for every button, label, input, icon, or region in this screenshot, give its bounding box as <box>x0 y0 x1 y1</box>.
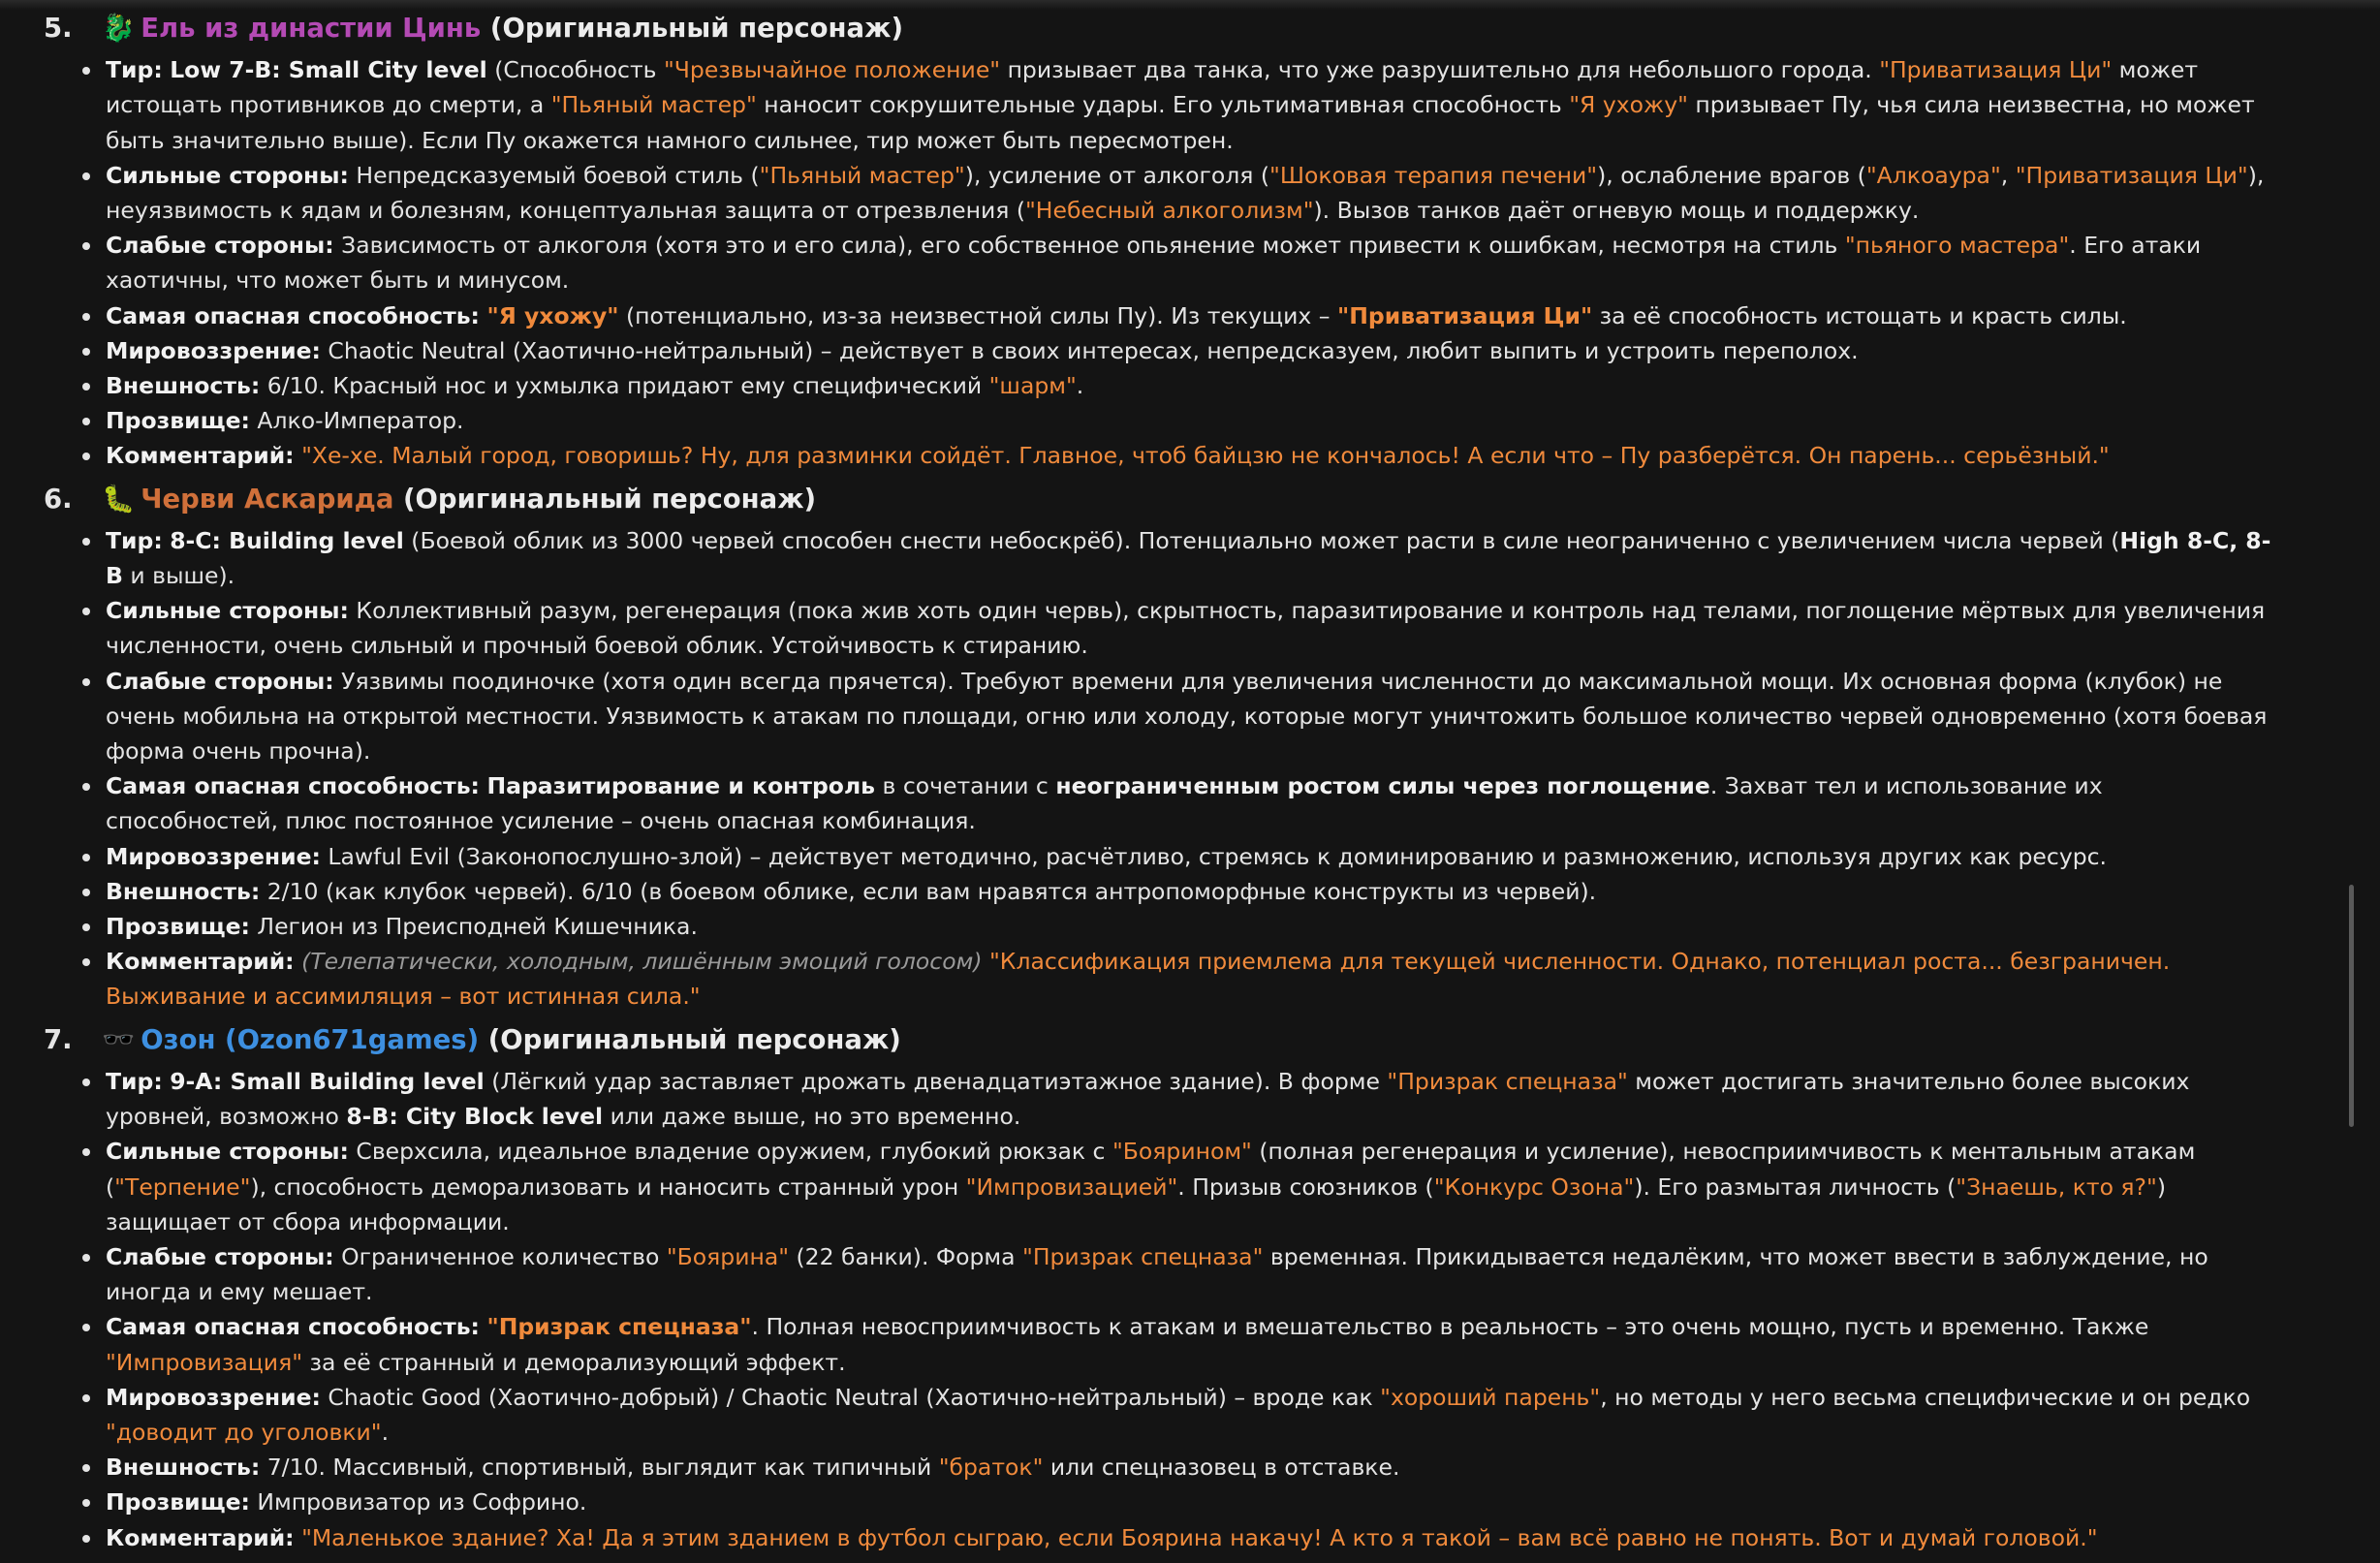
character-name: Черви Аскарида <box>141 483 394 515</box>
strengths-item: Сильные стороны: Коллективный разум, регенерация (пока жив хоть один червь), скрытность, паразитирование и контроль над телами, поглощение мёртвых для увеличения численности, очень сильный и прочный боевой облик. Устойчивость к стиранию. <box>106 593 2272 663</box>
character-tag: (Оригинальный персонаж) <box>489 13 904 44</box>
list-number: 7. <box>44 1023 73 1055</box>
tier-item: Тир: Low 7-B: Small City level (Способность "Чрезвычайное положение" призывает два танка, что уже разрушительно для небольшого города. "Приватизация Ци" может истощать противников до смерти, а "Пьяный мастер" наносит сокрушительные удары. Его ультимативная способность "Я ухожу" призывает Пу, чья сила неизвестна, но может быть значительно выше). Если Пу окажется намного сильнее, тир может быть пересмотрен. <box>106 52 2272 158</box>
nickname-item: Прозвище: Импровизатор из Софрино. <box>106 1485 2272 1519</box>
character-name: Озон (Ozon671games) <box>141 1023 480 1055</box>
character-entry <box>44 482 2272 1015</box>
attribute-list <box>44 52 2272 473</box>
comment-item: Комментарий: "Маленькое здание? Ха! Да я этим зданием в футбол сыграю, если Боярина накачу! А кто я такой – вам всё равно не понять. Вот и думай головой." <box>106 1520 2272 1555</box>
appearance-item: Внешность: 7/10. Массивный, спортивный, выглядит как типичный "браток" или спецназовец в отставке. <box>106 1450 2272 1485</box>
attribute-list <box>44 523 2272 1015</box>
list-number: 6. <box>44 483 73 515</box>
strengths-item: Сильные стороны: Непредсказуемый боевой стиль ("Пьяный мастер"), усиление от алкоголя ("Шоковая терапия печени"), ослабление врагов ("Алкоаура", "Приватизация Ци"), неуязвимость к ядам и болезням, концептуальная защита от отрезвления ("Небесный алкоголизм"). Вызов танков даёт огневую мощь и поддержку. <box>106 158 2272 228</box>
character-entry <box>44 1022 2272 1555</box>
top-fade <box>0 0 2380 10</box>
character-tag: (Оригинальный персонаж) <box>403 483 817 515</box>
comment-item: Комментарий: (Телепатически, холодным, лишённым эмоций голосом) "Классификация приемлема для текущей численности. Однако, потенциал роста... безграничен. Выживание и ассимиляция – вот истинная сила." <box>106 944 2272 1014</box>
alignment-item: Мировоззрение: Lawful Evil (Законопослушно-злой) – действует методично, расчётливо, стремясь к доминированию и размножению, используя других как ресурс. <box>106 839 2272 874</box>
weaknesses-item: Слабые стороны: Зависимость от алкоголя (хотя это и его сила), его собственное опьянение может привести к ошибкам, несмотря на стиль "пьяного мастера". Его атаки хаотичны, что может быть и минусом. <box>106 228 2272 297</box>
character-tag: (Оригинальный персонаж) <box>487 1023 901 1055</box>
sunglasses-icon: 🕶️ <box>102 1023 136 1055</box>
character-entry <box>44 11 2272 474</box>
weaknesses-item: Слабые стороны: Уязвимы поодиночке (хотя один всегда прячется). Требуют времени для увеличения численности до максимальной мощи. Их основная форма (клубок) не очень мобильна на открытой местности. Уязвимость к атакам по площади, огню или холоду, которые могут уничтожить большое количество червей одновременно (хотя боевая форма очень прочна). <box>106 664 2272 769</box>
character-heading <box>44 11 2272 46</box>
strengths-item: Сильные стороны: Сверхсила, идеальное владение оружием, глубокий рюкзак с "Боярином" (полная регенерация и усиление), невосприимчивость к ментальным атакам ("Терпение"), способность деморализовать и наносить странный урон "Импровизацией". Призыв союзников ("Конкурс Озона"). Его размытая личность ("Знаешь, кто я?") защищает от сбора информации. <box>106 1134 2272 1239</box>
character-name: Ель из династии Цинь <box>141 13 482 44</box>
dangerous-ability-item: Самая опасная способность: "Я ухожу" (потенциально, из-за неизвестной силы Пу). Из текущих – "Приватизация Ци" за её способность истощать и красть силы. <box>106 298 2272 333</box>
chat-message-content <box>44 11 2272 1563</box>
character-heading <box>44 482 2272 516</box>
appearance-item: Внешность: 6/10. Красный нос и ухмылка придают ему специфический "шарм". <box>106 368 2272 403</box>
list-number: 5. <box>44 13 73 44</box>
appearance-item: Внешность: 2/10 (как клубок червей). 6/10 (в боевом облике, если вам нравятся антропоморфные конструкты из червей). <box>106 874 2272 909</box>
alignment-item: Мировоззрение: Chaotic Neutral (Хаотично-нейтральный) – действует в своих интересах, непредсказуем, любит выпить и устроить переполох. <box>106 333 2272 368</box>
character-heading <box>44 1022 2272 1057</box>
tier-item: Тир: 9-A: Small Building level (Лёгкий удар заставляет дрожать двенадцатиэтажное здание). В форме "Призрак спецназа" может достигать значительно более высоких уровней, возможно 8-B: City Block level или даже выше, но это временно. <box>106 1064 2272 1134</box>
dangerous-ability-item: Самая опасная способность: Паразитирование и контроль в сочетании с неограниченным ростом силы через поглощение. Захват тел и использование их способностей, плюс постоянное усиление – очень опасная комбинация. <box>106 768 2272 838</box>
attribute-list <box>44 1064 2272 1555</box>
nickname-item: Прозвище: Легион из Преисподней Кишечника. <box>106 909 2272 944</box>
worm-icon: 🐛 <box>102 483 136 515</box>
tier-item: Тир: 8-C: Building level (Боевой облик из 3000 червей способен снести небоскрёб). Потенциально может расти в силе неограниченно с увеличением числа червей (High 8-C, 8-B и выше). <box>106 523 2272 593</box>
comment-item: Комментарий: "Хе-хе. Малый город, говоришь? Ну, для разминки сойдёт. Главное, чтоб байцзю не кончалось! А если что – Пу разберётся. Он парень... серьёзный." <box>106 438 2272 473</box>
scrollbar-thumb[interactable] <box>2349 885 2354 1127</box>
nickname-item: Прозвище: Алко-Император. <box>106 403 2272 438</box>
weaknesses-item: Слабые стороны: Ограниченное количество "Боярина" (22 банки). Форма "Призрак спецназа" временная. Прикидывается недалёким, что может ввести в заблуждение, но иногда и ему мешает. <box>106 1239 2272 1309</box>
dragon-icon: 🐉 <box>102 13 136 44</box>
alignment-item: Мировоззрение: Chaotic Good (Хаотично-добрый) / Chaotic Neutral (Хаотично-нейтральный) – вроде как "хороший парень", но методы у него весьма специфические и он редко "доводит до уголовки". <box>106 1380 2272 1450</box>
dangerous-ability-item: Самая опасная способность: "Призрак спецназа". Полная невосприимчивость к атакам и вмешательство в реальность – это очень мощно, пусть и временно. Также "Импровизация" за её странный и деморализующий эффект. <box>106 1309 2272 1379</box>
